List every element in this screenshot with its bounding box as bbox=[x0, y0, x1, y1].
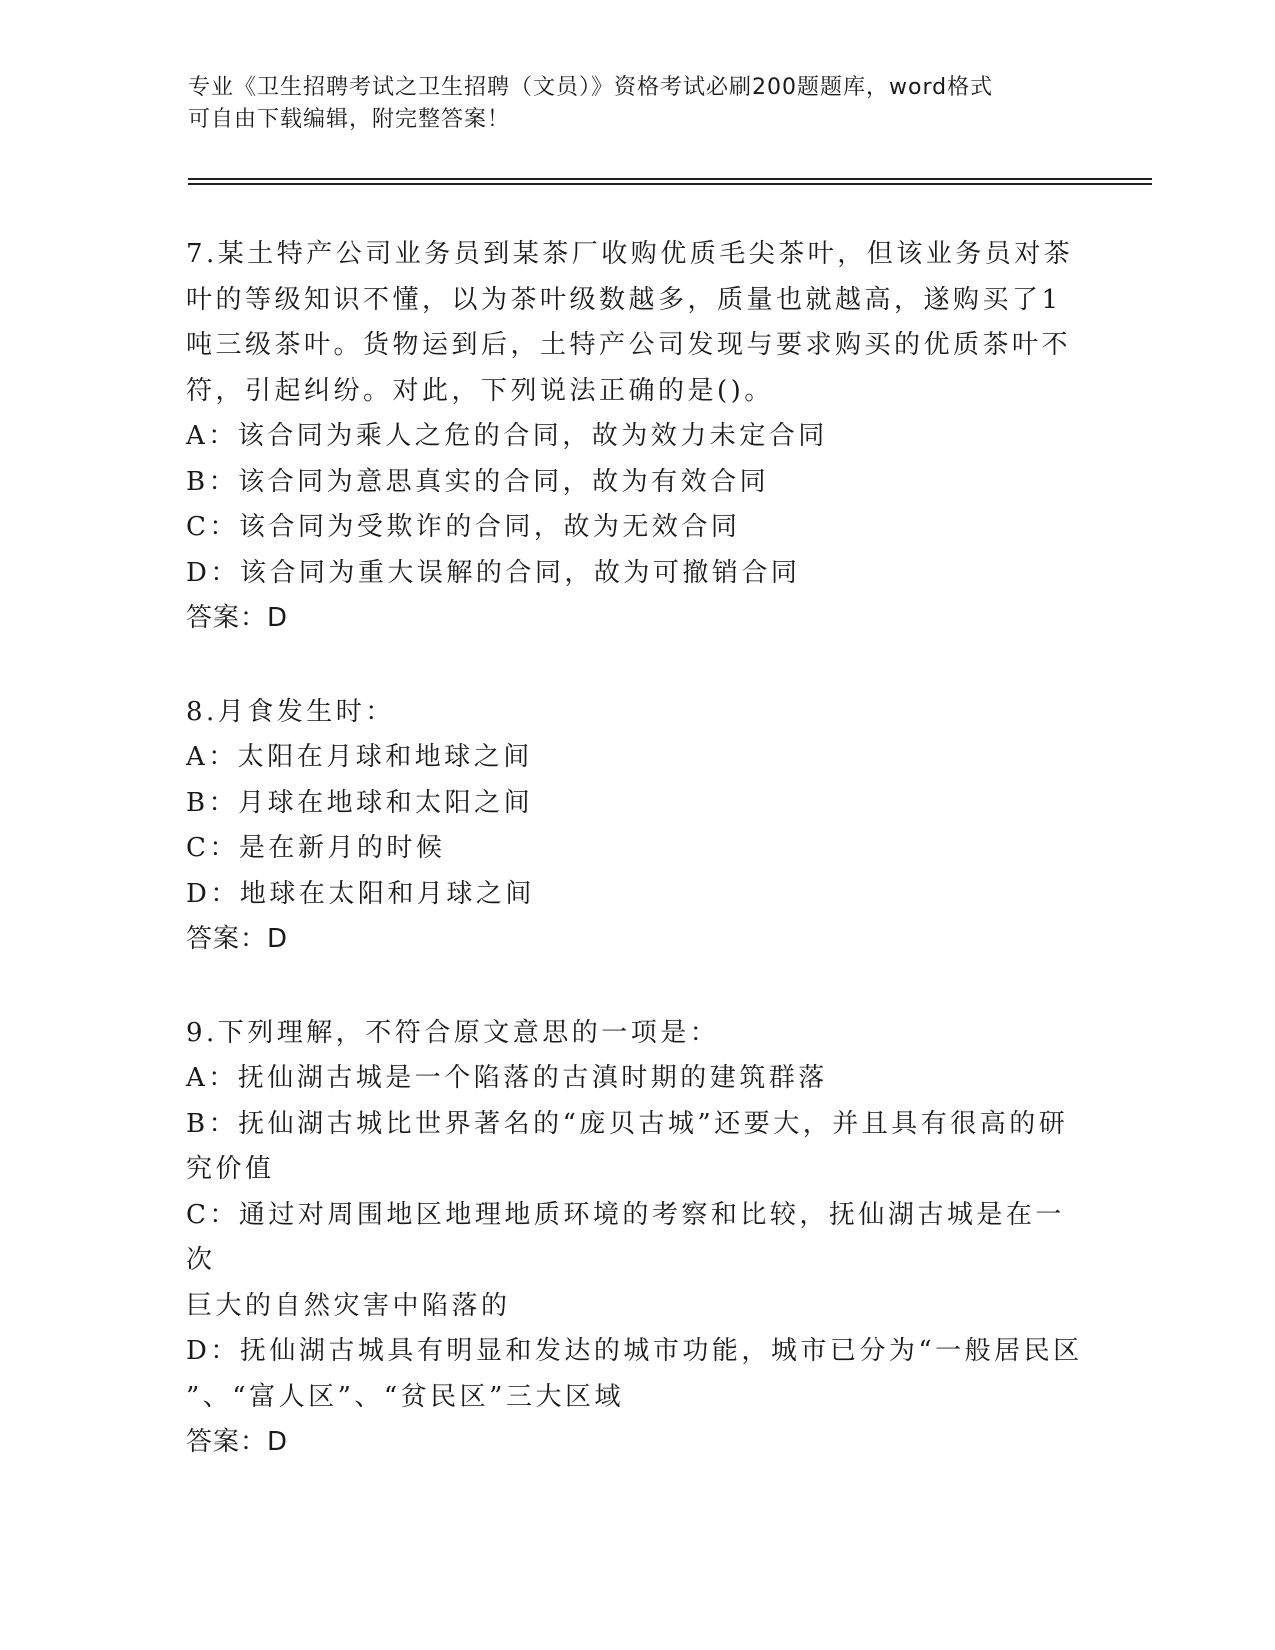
option-d: D：抚仙湖古城具有明显和发达的城市功能，城市已分为“一般居民区 bbox=[186, 1336, 1083, 1366]
question-stem-line: 8.月食发生时： bbox=[186, 696, 395, 727]
question-stem-line: 9.下列理解，不符合原文意思的一项是： bbox=[186, 1017, 720, 1048]
header-divider-bottom bbox=[188, 183, 1152, 185]
option-a: A：抚仙湖古城是一个陷落的古滇时期的建筑群落 bbox=[186, 1063, 828, 1093]
question-stem-line: 符，引起纠纷。对此，下列说法正确的是()。 bbox=[186, 375, 774, 406]
option-c: C：该合同为受欺诈的合同，故为无效合同 bbox=[186, 512, 741, 542]
option-d-continued: ”、“富人区”、“贫民区”三大区域 bbox=[186, 1381, 624, 1412]
answer-label: 答案：D bbox=[186, 924, 289, 954]
answer-label: 答案：D bbox=[186, 603, 289, 633]
document-header bbox=[188, 72, 1068, 136]
option-a: A：该合同为乘人之危的合同，故为效力未定合同 bbox=[186, 421, 828, 451]
option-b: B：该合同为意思真实的合同，故为有效合同 bbox=[186, 466, 770, 497]
option-a: A：太阳在月球和地球之间 bbox=[186, 742, 533, 772]
header-divider-top bbox=[188, 178, 1152, 180]
option-d: D：该合同为重大误解的合同，故为可撤销合同 bbox=[186, 557, 801, 588]
option-b: B：月球在地球和太阳之间 bbox=[186, 787, 534, 818]
question-9 bbox=[186, 1011, 1086, 1466]
question-8 bbox=[186, 690, 1086, 963]
question-stem-line: 叶的等级知识不懂，以为茶叶级数越多，质量也就越高，遂购买了1 bbox=[186, 284, 1062, 315]
option-c-continued: 巨大的自然灾害中陷落的 bbox=[186, 1290, 511, 1321]
option-c: C：通过对周围地区地理地质环境的考察和比较，抚仙湖古城是在一次 bbox=[186, 1199, 1065, 1275]
option-c: C：是在新月的时候 bbox=[186, 833, 446, 863]
option-b: B：抚仙湖古城比世界著名的“庞贝古城”还要大，并且具有很高的研 bbox=[186, 1108, 1069, 1139]
header-title-line-2: 可自由下载编辑，附完整答案！ bbox=[188, 107, 511, 132]
option-b-continued: 究价值 bbox=[186, 1154, 275, 1184]
question-stem-line: 吨三级茶叶。货物运到后，土特产公司发现与要求购买的优质茶叶不 bbox=[186, 330, 1072, 360]
header-title-line-1: 专业《卫生招聘考试之卫生招聘（文员）》资格考试必刷200题题库，word格式 bbox=[188, 75, 994, 100]
question-list bbox=[186, 232, 1086, 1514]
question-7 bbox=[186, 232, 1086, 642]
answer-label: 答案：D bbox=[186, 1427, 289, 1457]
option-d: D：地球在太阳和月球之间 bbox=[186, 878, 535, 909]
question-stem-line: 7.某土特产公司业务员到某茶厂收购优质毛尖茶叶，但该业务员对茶 bbox=[186, 239, 1074, 269]
